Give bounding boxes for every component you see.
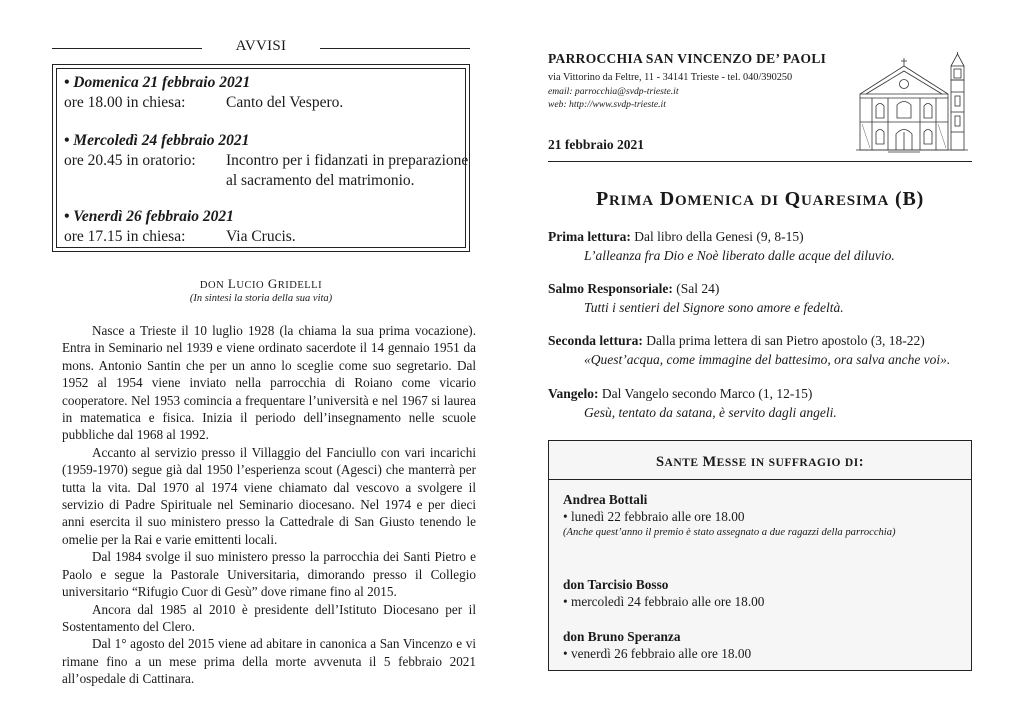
reading-psalm (548, 279, 972, 317)
event-desc: Canto del Vespero. (226, 94, 344, 111)
reading-label: Prima lettura: (548, 229, 631, 244)
main-title (548, 188, 972, 211)
event-time: ore 17.15 in chiesa: (64, 228, 186, 245)
bio-title (52, 276, 470, 292)
bio-paragraph: Accanto al servizio presso il Villaggio del Fanciullo con vari incarichi (1959-1970) segue già dal 1950 l’esperienza scout (Agesci) che manterrà per tutta la vita. Dal 1970 al 1974 viene chiamato dal vescovo a svolgere il servizio di Padre Spirituale nel Seminario diocesano. Nel 1974 e per dieci anni esercita il suo ministero presso la Cattedrale di San Giusto tenendo le omelie per la Rai e varie emittenti locali. (62, 444, 476, 547)
bio-title-text: DON LUCIO GRIDELLI (199, 276, 323, 291)
masses-box (548, 440, 972, 671)
parish-web: web: http://www.svdp-trieste.it (548, 99, 666, 110)
reading-quote: Gesù, tentato da satana, è servito dagli angeli. (584, 405, 837, 420)
church-drawing-icon (852, 52, 972, 154)
reading-label: Seconda lettura: (548, 333, 643, 348)
reading-source: Dalla prima lettera di san Pietro apostolo (3, 18-22) (642, 333, 925, 348)
reading-label: Vangelo: (548, 386, 599, 401)
event-time: ore 18.00 in chiesa: (64, 94, 186, 111)
mass-entry (563, 576, 764, 610)
bulletin-date: 21 febbraio 2021 (548, 137, 644, 152)
event-date: • Mercoledì 24 febbraio 2021 (64, 132, 250, 149)
bio-paragraph: Dal 1° agosto del 2015 viene ad abitare in canonica a San Vincenzo e vi rimane fino a un mese prima della morte avvenuta il 5 febbraio 2021 all’ospedale di Cattinara. (62, 636, 476, 687)
mass-name: don Tarcisio Bosso (563, 577, 669, 592)
bio-paragraph: Nasce a Trieste il 10 luglio 1928 (la chiama la sua prima vocazione). Entra in Seminario nel 1939 e viene ordinato sacerdote il 14 gennaio 1951 da mons. Antonio Santin che per un anno lo sceglie come suo segretario. Dal 1952 al 1954 viene inviato nella parrocchia di Roiano come vicario cooperatore. Nel 1953 comincia a frequentare l’università e nel 1967 si laurea in matematica e fisica. Inizia il periodo dell’insegnamento nelle scuole pubbliche dal 1968 al 1992. (62, 323, 476, 443)
bio-subtitle: (In sintesi la storia della sua vita) (189, 293, 333, 304)
reading-quote: «Quest’acqua, come immagine del battesimo, ora salva anche voi». (584, 352, 951, 367)
event-sunday (64, 73, 344, 113)
mass-name: Andrea Bottali (563, 492, 648, 507)
avvisi-title: AVVISI (235, 38, 287, 54)
event-time: ore 20.45 in oratorio: (64, 152, 196, 169)
mass-when: • venerdì 26 febbraio alle ore 18.00 (563, 646, 752, 661)
mass-note: (Anche quest’anno il premio è stato assegnato a due ragazzi della parrocchia) (563, 527, 896, 538)
bio-text (62, 322, 476, 688)
mass-when: • mercoledì 24 febbraio alle ore 18.00 (563, 594, 765, 609)
reading-quote: Tutti i sentieri del Signore sono amore e fedeltà. (584, 300, 844, 315)
reading-source: Dal Vangelo secondo Marco (1, 12-15) (598, 386, 813, 401)
main-title-text: PRIMA DOMENICA DI QUARESIMA (B) (595, 188, 925, 210)
parish-email: email: parrocchia@svdp-trieste.it (548, 86, 679, 97)
reading-second (548, 331, 972, 369)
masses-rule (549, 479, 971, 480)
reading-first (548, 227, 972, 265)
event-desc: Incontro per i fidanzati in preparazione (226, 152, 469, 169)
event-date: • Venerdì 26 febbraio 2021 (64, 208, 234, 225)
mass-when: • lunedì 22 febbraio alle ore 18.00 (563, 509, 745, 524)
mass-entry (563, 628, 751, 662)
event-friday (64, 207, 296, 247)
reading-source: (Sal 24) (672, 281, 720, 296)
event-desc-line2: al sacramento del matrimonio. (226, 172, 415, 189)
parish-name: PARROCCHIA SAN VINCENZO DE’ PAOLI (548, 51, 827, 66)
bio-paragraph: Dal 1984 svolge il suo ministero presso la parrocchia dei Santi Pietro e Paolo e segue la Pastorale Universitaria, dimorando presso il Collegio universitario “Rifugio Cuor di Gesù” dove rimane fino al 2015. (62, 549, 476, 600)
reading-source: Dal libro della Genesi (9, 8-15) (630, 229, 804, 244)
event-desc: Via Crucis. (226, 228, 296, 245)
header-rule (548, 161, 972, 162)
mass-name: don Bruno Speranza (563, 629, 681, 644)
reading-gospel (548, 384, 972, 422)
avvisi-header (52, 38, 470, 58)
avvisi-rule-right (320, 48, 470, 49)
event-date: • Domenica 21 febbraio 2021 (64, 74, 251, 91)
mass-entry (563, 491, 961, 540)
masses-title-text: SANTE MESSE IN SUFFRAGIO DI: (655, 454, 865, 470)
reading-quote: L’alleanza fra Dio e Noè liberato dalle acque del diluvio. (584, 248, 895, 263)
reading-label: Salmo Responsoriale: (548, 281, 673, 296)
avvisi-box (56, 68, 469, 248)
masses-title (549, 454, 971, 471)
event-wednesday (64, 131, 469, 191)
parish-address: via Vittorino da Feltre, 11 - 34141 Trieste - tel. 040/390250 (548, 72, 793, 83)
bio-paragraph: Ancora dal 1985 al 2010 è presidente dell’Istituto Diocesano per il Sostentamento del Clero. (62, 601, 476, 634)
